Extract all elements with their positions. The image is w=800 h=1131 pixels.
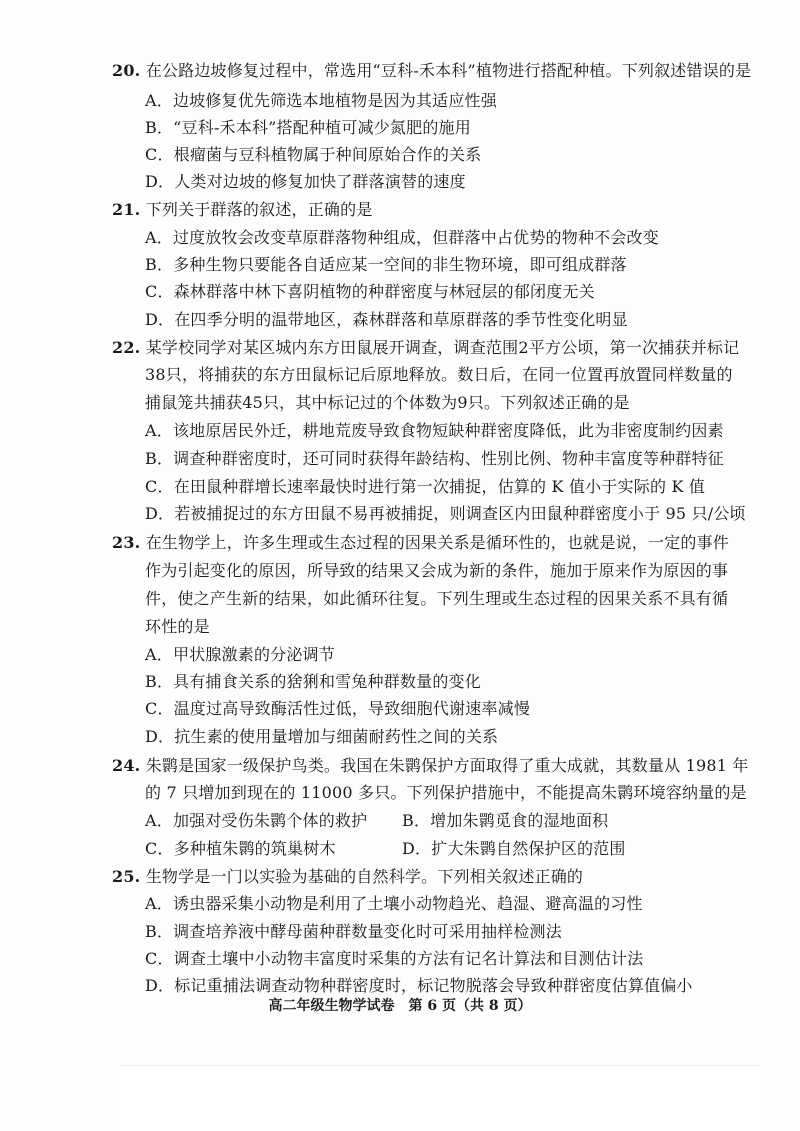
q22-option-d: D．若被捕捉过的东方田鼠不易再被捕捉，则调查区内田鼠种群密度小于 95 只/公顷 [145,504,746,523]
page-footer: 高二年级生物学试卷 第 6 页（共 8 页） [268,998,532,1014]
q20-option-d: D．人类对边坡的修复加快了群落演替的速度 [145,172,466,191]
q21-option-d: D．在四季分明的温带地区，森林群落和草原群落的季节性变化明显 [145,310,628,329]
question-number: 23. [112,533,141,552]
question-text: 在生物学上，许多生理或生态过程的因果关系是循环性的，也就是说，一定的事件 [145,533,729,552]
blank-bottom-area [120,1065,760,1131]
q21-option-a: A．过度放牧会改变草原群落物种组成，但群落中占优势的物种不会改变 [145,228,659,247]
question-number: 24. [112,756,141,775]
q22-option-a: A．该地原居民外迁，耕地荒废导致食物短缺种群密度降低，此为非密度制约因素 [145,421,724,440]
question-20-stem [112,60,751,82]
question-24-stem-line-1 [112,755,749,777]
q21-option-b: B．多种生物只要能各自适应某一空间的非生物环境，即可组成群落 [145,255,627,274]
q25-option-a: A．诱虫器采集小动物是利用了土壤小动物趋光、趋湿、避高温的习性 [145,894,643,913]
q25-option-b: B．调查培养液中酵母菌种群数量变化时可采用抽样检测法 [145,922,562,941]
q22-option-c: C．在田鼠种群增长速率最快时进行第一次捕捉，估算的 K 值小于实际的 K 值 [145,477,706,496]
q24-option-c: C．多种植朱鹮的筑巢树木 [145,839,336,858]
q24-option-d: D．扩大朱鹮自然保护区的范围 [402,839,626,858]
q20-option-a: A．边坡修复优先筛选本地植物是因为其适应性强 [145,91,497,110]
q23-option-b: B．具有捕食关系的猞猁和雪兔种群数量的变化 [145,672,481,691]
question-text: 下列关于群落的叙述，正确的是 [145,200,373,219]
question-text: 在公路边坡修复过程中，常选用“豆科-禾本科”植物进行搭配种植。下列叙述错误的是 [145,61,752,80]
q24-option-a: A．加强对受伤朱鹮个体的救护 [145,811,368,830]
question-22-stem-line-1 [112,337,739,359]
question-21-stem [112,199,373,221]
question-number: 22. [112,338,141,357]
question-22-stem-line-3: 捕鼠笼共捕获45只，其中标记过的个体数为9只。下列叙述正确的是 [145,393,630,412]
question-25-stem [112,866,583,888]
q24-option-b: B．增加朱鹮觅食的湿地面积 [402,811,609,830]
q25-option-d: D．标记重捕法调查动物种群密度时，标记物脱落会导致种群密度估算值偏小 [145,976,693,995]
q20-option-b: B．“豆科-禾本科”搭配种植可减少氮肥的施用 [145,118,471,137]
question-23-stem-line-1 [112,532,729,554]
q23-option-d: D．抗生素的使用量增加与细菌耐药性之间的关系 [145,727,499,746]
question-23-stem-line-3: 件，使之产生新的结果，如此循环往复。下列生理或生态过程的因果关系不具有循 [145,589,729,608]
q21-option-c: C．森林群落中林下喜阴植物的种群密度与林冠层的郁闭度无关 [145,282,595,301]
q25-option-c: C．调查土壤中小动物丰富度时采集的方法有记名计算法和目测估计法 [145,949,644,968]
q23-option-a: A．甲状腺激素的分泌调节 [145,645,335,664]
question-24-stem-line-2: 的 7 只增加到现在的 11000 多只。下列保护措施中，不能提高朱鹮环境容纳量的是 [145,783,747,802]
q20-option-c: C．根瘤菌与豆科植物属于种间原始合作的关系 [145,145,482,164]
q23-option-c: C．温度过高导致酶活性过低，导致细胞代谢速率减慢 [145,699,531,718]
question-23-stem-line-4: 环性的是 [145,617,210,636]
q22-option-b: B．调查种群密度时，还可同时获得年龄结构、性别比例、物种丰富度等种群特征 [145,449,724,468]
question-number: 21. [112,200,141,219]
question-22-stem-line-2: 38只，将捕获的东方田鼠标记后原地释放。数日后，在同一位置再放置同样数量的 [145,365,733,384]
question-23-stem-line-2: 作为引起变化的原因，所导致的结果又会成为新的条件，施加于原来作为原因的事 [145,561,729,580]
question-text: 朱鹮是国家一级保护鸟类。我国在朱鹮保护方面取得了重大成就，其数量从 1981 年 [145,756,749,775]
question-number: 20. [112,61,141,80]
question-number: 25. [112,867,141,886]
question-text: 生物学是一门以实验为基础的自然科学。下列相关叙述正确的 [145,867,584,886]
question-text: 某学校同学对某区城内东方田鼠展开调查，调查范围2平方公顷，第一次捕获并标记 [145,338,740,357]
